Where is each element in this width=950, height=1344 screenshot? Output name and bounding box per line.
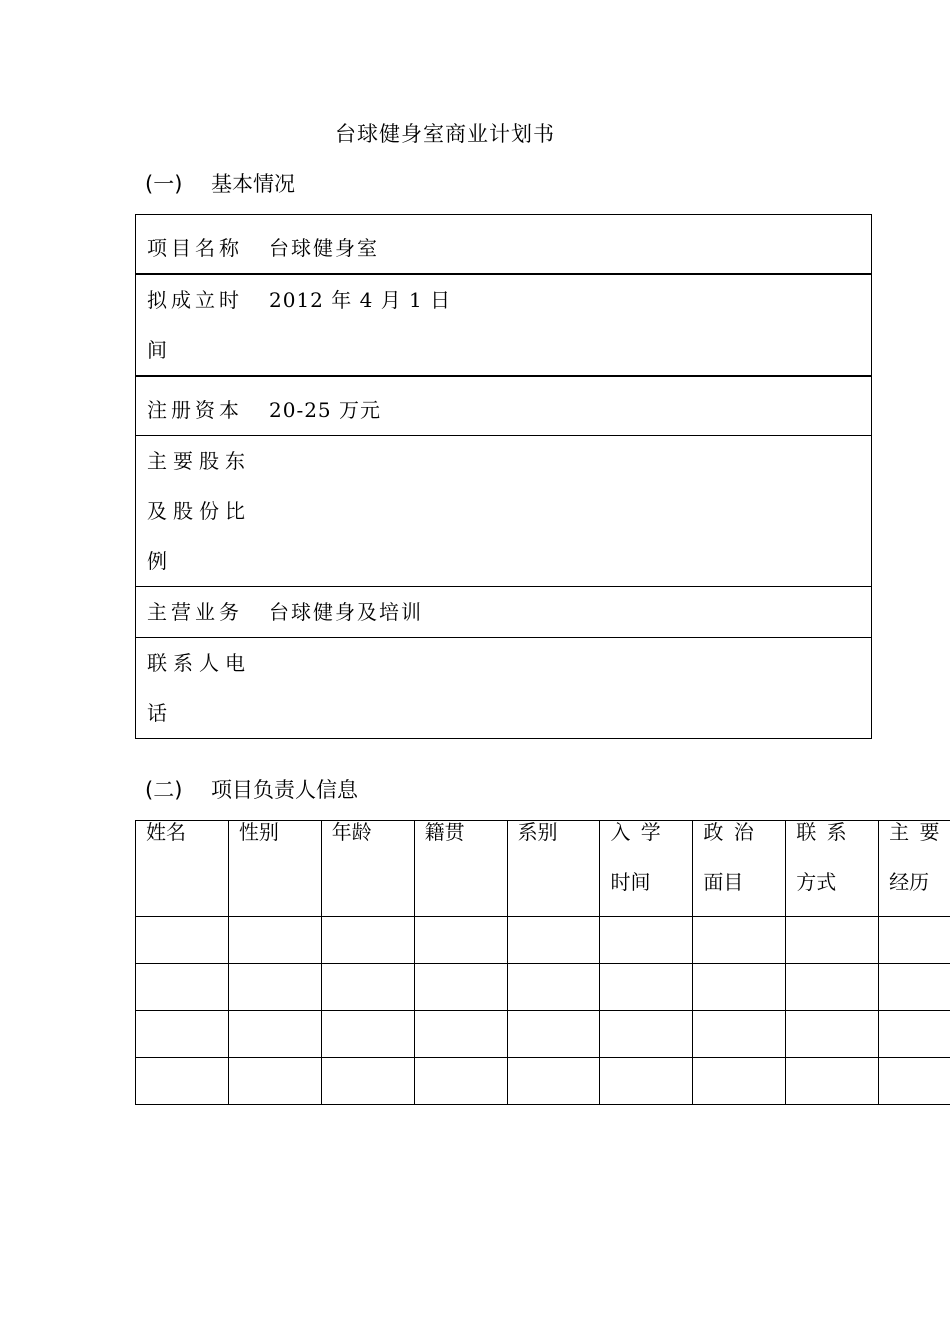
section-number: (一) <box>145 172 183 196</box>
capital-label: 注册资本 <box>147 398 243 422</box>
table-cell[interactable] <box>414 964 507 1011</box>
table-cell[interactable] <box>693 1058 786 1105</box>
table-row-main-business <box>136 587 872 638</box>
table-cell[interactable] <box>600 964 693 1011</box>
table-cell[interactable] <box>321 1011 414 1058</box>
table-cell[interactable] <box>228 964 321 1011</box>
table-cell[interactable] <box>228 1058 321 1105</box>
header-cell-hometown: 籍贯 <box>414 821 507 917</box>
table-cell[interactable] <box>321 964 414 1011</box>
table-cell[interactable] <box>879 1011 950 1058</box>
table-row <box>136 1011 950 1058</box>
header-cell-gender: 性别 <box>228 821 321 917</box>
business-label: 主营业务 <box>147 600 243 624</box>
section-number: (二) <box>145 778 183 802</box>
table-row <box>136 917 950 964</box>
table-cell[interactable] <box>414 917 507 964</box>
table-cell[interactable] <box>136 1058 229 1105</box>
table-cell[interactable] <box>879 1058 950 1105</box>
capital-value: 20-25 万元 <box>269 398 382 422</box>
table-cell[interactable] <box>414 1011 507 1058</box>
section-heading-leader-info <box>145 774 358 804</box>
table-cell[interactable] <box>321 1058 414 1105</box>
table-cell[interactable] <box>786 1011 879 1058</box>
table-cell[interactable] <box>693 917 786 964</box>
table-cell[interactable] <box>136 1011 229 1058</box>
section-title: 项目负责人信息 <box>211 778 358 802</box>
table-cell[interactable] <box>600 1058 693 1105</box>
header-cell-name: 姓名 <box>136 821 229 917</box>
section-title: 基本情况 <box>211 172 295 196</box>
table-cell[interactable] <box>136 917 229 964</box>
table-cell[interactable] <box>786 1058 879 1105</box>
founding-label-line1: 拟成立时 <box>147 288 243 312</box>
table-cell[interactable] <box>600 917 693 964</box>
table-row-capital <box>136 376 872 436</box>
table-cell[interactable] <box>786 964 879 1011</box>
table-row-contact-phone <box>136 638 872 739</box>
header-cell-age: 年龄 <box>321 821 414 917</box>
table-cell[interactable] <box>507 964 600 1011</box>
table-cell[interactable] <box>693 1011 786 1058</box>
table-header-row <box>136 821 950 917</box>
table-row-shareholders <box>136 436 872 587</box>
contact-label-line1: 联系人电 <box>147 651 251 675</box>
section-heading-basic-info <box>145 168 295 198</box>
table-cell[interactable] <box>786 917 879 964</box>
leader-info-table <box>135 820 950 1105</box>
table-row <box>136 964 950 1011</box>
project-name-value: 台球健身室 <box>269 236 379 260</box>
shareholders-label-line3: 例 <box>147 549 173 573</box>
table-cell[interactable] <box>228 1011 321 1058</box>
table-cell[interactable] <box>507 1058 600 1105</box>
founding-label-line2: 间 <box>147 338 173 362</box>
table-cell[interactable] <box>507 917 600 964</box>
header-cell-political: 政 治 面目 <box>693 821 786 917</box>
header-cell-experience: 主 要 经历 <box>879 821 950 917</box>
table-cell[interactable] <box>414 1058 507 1105</box>
shareholders-label-line1: 主要股东 <box>147 449 251 473</box>
basic-info-table <box>135 214 872 739</box>
founding-value: 2012 年 4 月 1 日 <box>269 288 452 312</box>
header-cell-contact: 联 系 方式 <box>786 821 879 917</box>
table-row-founding-date <box>136 274 872 376</box>
table-cell[interactable] <box>228 917 321 964</box>
table-cell[interactable] <box>136 964 229 1011</box>
table-cell[interactable] <box>321 917 414 964</box>
document-title: 台球健身室商业计划书 <box>335 122 555 146</box>
table-row-project-name <box>136 215 872 275</box>
table-cell[interactable] <box>600 1011 693 1058</box>
table-cell[interactable] <box>879 964 950 1011</box>
table-cell[interactable] <box>693 964 786 1011</box>
header-cell-department: 系别 <box>507 821 600 917</box>
table-cell[interactable] <box>507 1011 600 1058</box>
project-name-label: 项目名称 <box>147 236 243 260</box>
table-cell[interactable] <box>879 917 950 964</box>
table-row <box>136 1058 950 1105</box>
contact-label-line2: 话 <box>147 701 173 725</box>
business-value: 台球健身及培训 <box>269 600 423 624</box>
header-cell-enrollment: 入 学 时间 <box>600 821 693 917</box>
shareholders-label-line2: 及股份比 <box>147 499 251 523</box>
